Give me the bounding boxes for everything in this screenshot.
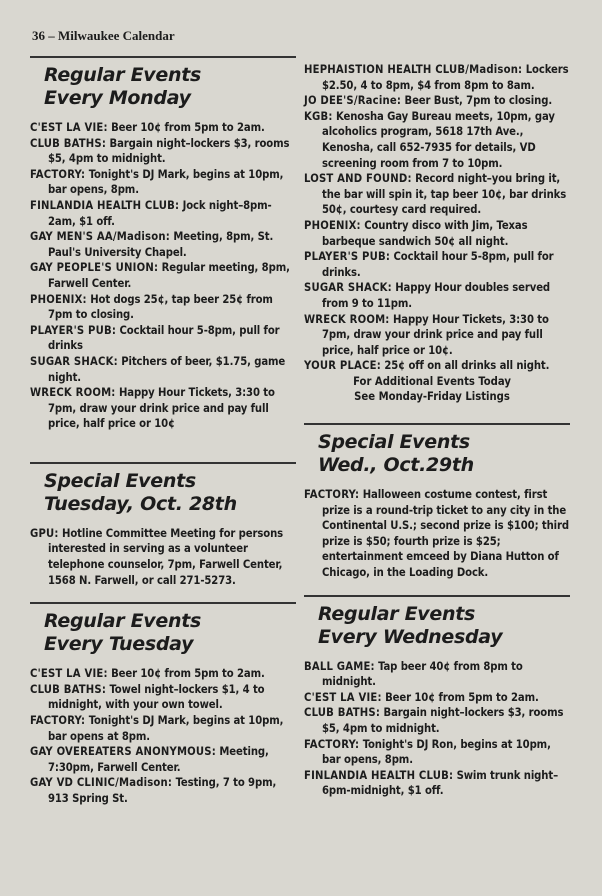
event-text: Regular meeting, 8pm, Farwell Center.	[48, 261, 290, 290]
venue-name: PLAYER'S PUB:	[30, 323, 117, 337]
event-text: Tonight's DJ Mark, begins at 10pm, bar opens, 8pm.	[48, 167, 284, 197]
section-divider	[304, 595, 570, 597]
page-header: 36 – Milwaukee Calendar	[32, 28, 175, 43]
event-entry	[30, 120, 296, 136]
venue-name: CLUB BATHS:	[304, 706, 381, 720]
venue-name: PLAYER'S PUB:	[304, 250, 391, 264]
event-list-wednesday-special	[304, 487, 570, 581]
event-text: Beer 10¢ from 5pm to 2am.	[111, 121, 265, 134]
event-entry	[30, 198, 296, 229]
heading-line: Wed., Oct.29th	[318, 454, 474, 477]
event-text: 25¢ off on all drinks all night.	[384, 359, 550, 373]
spacer	[30, 432, 296, 462]
venue-name: GAY MEN'S AA/Madison:	[30, 230, 170, 244]
event-entry	[304, 737, 570, 768]
venue-name: PHOENIX:	[304, 218, 361, 232]
event-text: Testing, 7 to 9pm, 913 Spring St.	[48, 776, 277, 805]
event-text: Cocktail hour 5-8pm, pull for drinks.	[322, 250, 554, 279]
event-entry	[30, 167, 296, 198]
heading-special-tuesday	[44, 470, 296, 516]
event-entry	[304, 358, 570, 374]
event-text: Record night–you bring it, the bar will spin it, tap beer 10¢, bar drinks 50¢, courtesy card required.	[322, 172, 567, 217]
right-column	[304, 62, 570, 799]
heading-line: Every Monday	[44, 87, 191, 109]
venue-name: FACTORY:	[30, 167, 86, 181]
left-column	[30, 56, 296, 807]
event-text: Pitchers of beer, $1.75, game night.	[48, 354, 286, 384]
event-entry	[30, 323, 296, 354]
event-entry	[30, 260, 296, 291]
heading-line: Special Events	[318, 431, 470, 454]
event-text: Swim trunk night–6pm-midnight, $1 off.	[322, 768, 558, 798]
event-entry	[30, 292, 296, 323]
heading-line: Regular Events	[44, 610, 201, 633]
event-entry	[304, 280, 570, 311]
venue-name: WRECK ROOM:	[304, 312, 390, 326]
heading-line: Special Events	[44, 469, 196, 492]
event-text: Lockers $2.50, 4 to 8pm, $4 from 8pm to 8am.	[322, 63, 569, 92]
event-text: Hot dogs 25¢, tap beer 25¢ from 7pm to closing.	[48, 292, 273, 322]
event-entry	[30, 354, 296, 385]
event-text: Beer 10¢ from 5pm to 2am.	[111, 667, 265, 681]
event-entry	[304, 659, 570, 690]
venue-name: FINLANDIA HEALTH CLUB:	[30, 198, 180, 212]
event-list-monday	[30, 120, 296, 432]
event-entry	[30, 666, 296, 682]
heading-line: Regular Events	[44, 64, 201, 86]
event-entry	[304, 62, 570, 93]
event-list-tuesday-special	[30, 526, 296, 588]
note-line: See Monday-Friday Listings	[354, 390, 510, 404]
venue-name: HEPHAISTION HEALTH CLUB/Madison:	[304, 63, 523, 76]
venue-name: CLUB BATHS:	[30, 136, 107, 150]
event-entry	[30, 775, 296, 806]
venue-name: LOST AND FOUND:	[304, 172, 412, 186]
note-line: For Additional Events Today	[353, 374, 511, 388]
venue-name: FACTORY:	[304, 737, 360, 751]
spacer	[30, 588, 296, 602]
heading-regular-wednesday	[318, 603, 570, 649]
event-text: Beer 10¢ from 5pm to 2am.	[385, 690, 539, 704]
event-entry	[30, 229, 296, 260]
event-entry	[30, 526, 296, 588]
event-entry	[304, 705, 570, 736]
venue-name: SUGAR SHACK:	[304, 281, 392, 295]
venue-name: C'EST LA VIE:	[304, 690, 382, 704]
event-entry	[30, 744, 296, 775]
event-text: Happy Hour doubles served from 9 to 11pm.	[322, 281, 551, 310]
venue-name: GAY PEOPLE'S UNION:	[30, 261, 159, 275]
event-entry	[304, 249, 570, 280]
event-text: Bargain night–lockers $3, rooms $5, 4pm to midnight.	[48, 136, 290, 166]
venue-name: FINLANDIA HEALTH CLUB:	[304, 768, 454, 782]
event-text: Cocktail hour 5-8pm, pull for drinks	[48, 323, 280, 353]
event-text: Happy Hour Tickets, 3:30 to 7pm, draw your drink price and pay full price, half price or 10¢.	[322, 312, 549, 357]
heading-special-wednesday	[318, 431, 570, 477]
heading-regular-monday	[44, 64, 296, 110]
section-divider	[30, 56, 296, 58]
event-text: Tonight's DJ Mark, begins at 10pm, bar opens at 8pm.	[48, 714, 284, 743]
event-list-monday-continued	[304, 62, 570, 405]
event-entry	[304, 768, 570, 799]
venue-name: PHOENIX:	[30, 292, 87, 306]
spacer	[304, 581, 570, 595]
spacer	[304, 405, 570, 423]
venue-name: GPU:	[30, 526, 59, 540]
venue-name: FACTORY:	[304, 488, 360, 502]
event-text: Tonight's DJ Ron, begins at 10pm, bar opens, 8pm.	[322, 737, 551, 767]
event-entry	[30, 682, 296, 713]
venue-name: C'EST LA VIE:	[30, 121, 108, 134]
event-text: Kenosha Gay Bureau meets, 10pm, gay alcoholics program, 5618 17th Ave., Kenosha, call 652-7935 for details, VD screening room from 7 to 10pm.	[322, 109, 555, 170]
venue-name: SUGAR SHACK:	[30, 354, 118, 368]
heading-line: Regular Events	[318, 602, 475, 625]
event-entry	[30, 385, 296, 432]
venue-name: GAY VD CLINIC/Madison:	[30, 776, 173, 790]
section-divider	[30, 462, 296, 464]
venue-name: KGB:	[304, 109, 333, 123]
heading-line: Every Tuesday	[44, 633, 194, 656]
event-list-tuesday	[30, 666, 296, 806]
heading-regular-tuesday	[44, 610, 296, 656]
event-entry	[304, 171, 570, 218]
venue-name: YOUR PLACE:	[304, 359, 381, 373]
event-text: Halloween costume contest, first prize is a round-trip ticket to any city in the Continental U.S.; second prize is $100; third prize is $50; fourth prize is $25; entertainment emceed by Diana Hutton of Chicago, in the Loading Dock.	[322, 488, 569, 580]
event-text: Tap beer 40¢ from 8pm to midnight.	[322, 659, 523, 689]
event-text: Meeting, 8pm, St. Paul's University Chapel.	[48, 230, 274, 259]
event-list-wednesday	[304, 659, 570, 799]
event-entry	[30, 713, 296, 744]
event-entry	[304, 93, 570, 109]
event-entry	[304, 487, 570, 581]
venue-name: JO DEE'S/Racine:	[304, 94, 402, 108]
venue-name: GAY OVEREATERS ANONYMOUS:	[30, 745, 216, 759]
event-text: Hotline Committee Meeting for persons interested in serving as a volunteer telephone counselor, 7pm, Farwell Center, 1568 N. Farwell, or call 271-5273.	[48, 526, 284, 587]
event-text: Country disco with Jim, Texas barbeque sandwich 50¢ all night.	[322, 218, 528, 248]
event-entry	[30, 136, 296, 167]
heading-line: Tuesday, Oct. 28th	[44, 492, 237, 515]
venue-name: FACTORY:	[30, 714, 86, 728]
event-text: Bargain night–lockers $3, rooms $5, 4pm to midnight.	[322, 706, 564, 735]
section-divider	[30, 602, 296, 604]
event-entry	[304, 312, 570, 359]
event-entry	[304, 109, 570, 171]
venue-name: C'EST LA VIE:	[30, 667, 108, 681]
event-text: Jock night–8pm-2am, $1 off.	[48, 198, 272, 228]
event-text: Happy Hour Tickets, 3:30 to 7pm, draw your drink price and pay full price, half price or 10¢	[48, 386, 275, 431]
event-entry	[304, 218, 570, 249]
event-text: Towel night–lockers $1, 4 to midnight, with your own towel.	[48, 682, 265, 712]
venue-name: WRECK ROOM:	[30, 386, 116, 400]
heading-line: Every Wednesday	[318, 625, 503, 648]
venue-name: BALL GAME:	[304, 659, 375, 673]
event-text: Beer Bust, 7pm to closing.	[404, 94, 553, 108]
event-entry	[304, 690, 570, 706]
event-text: Meeting, 7:30pm, Farwell Center.	[48, 745, 269, 774]
section-divider	[304, 423, 570, 425]
venue-name: CLUB BATHS:	[30, 682, 107, 696]
